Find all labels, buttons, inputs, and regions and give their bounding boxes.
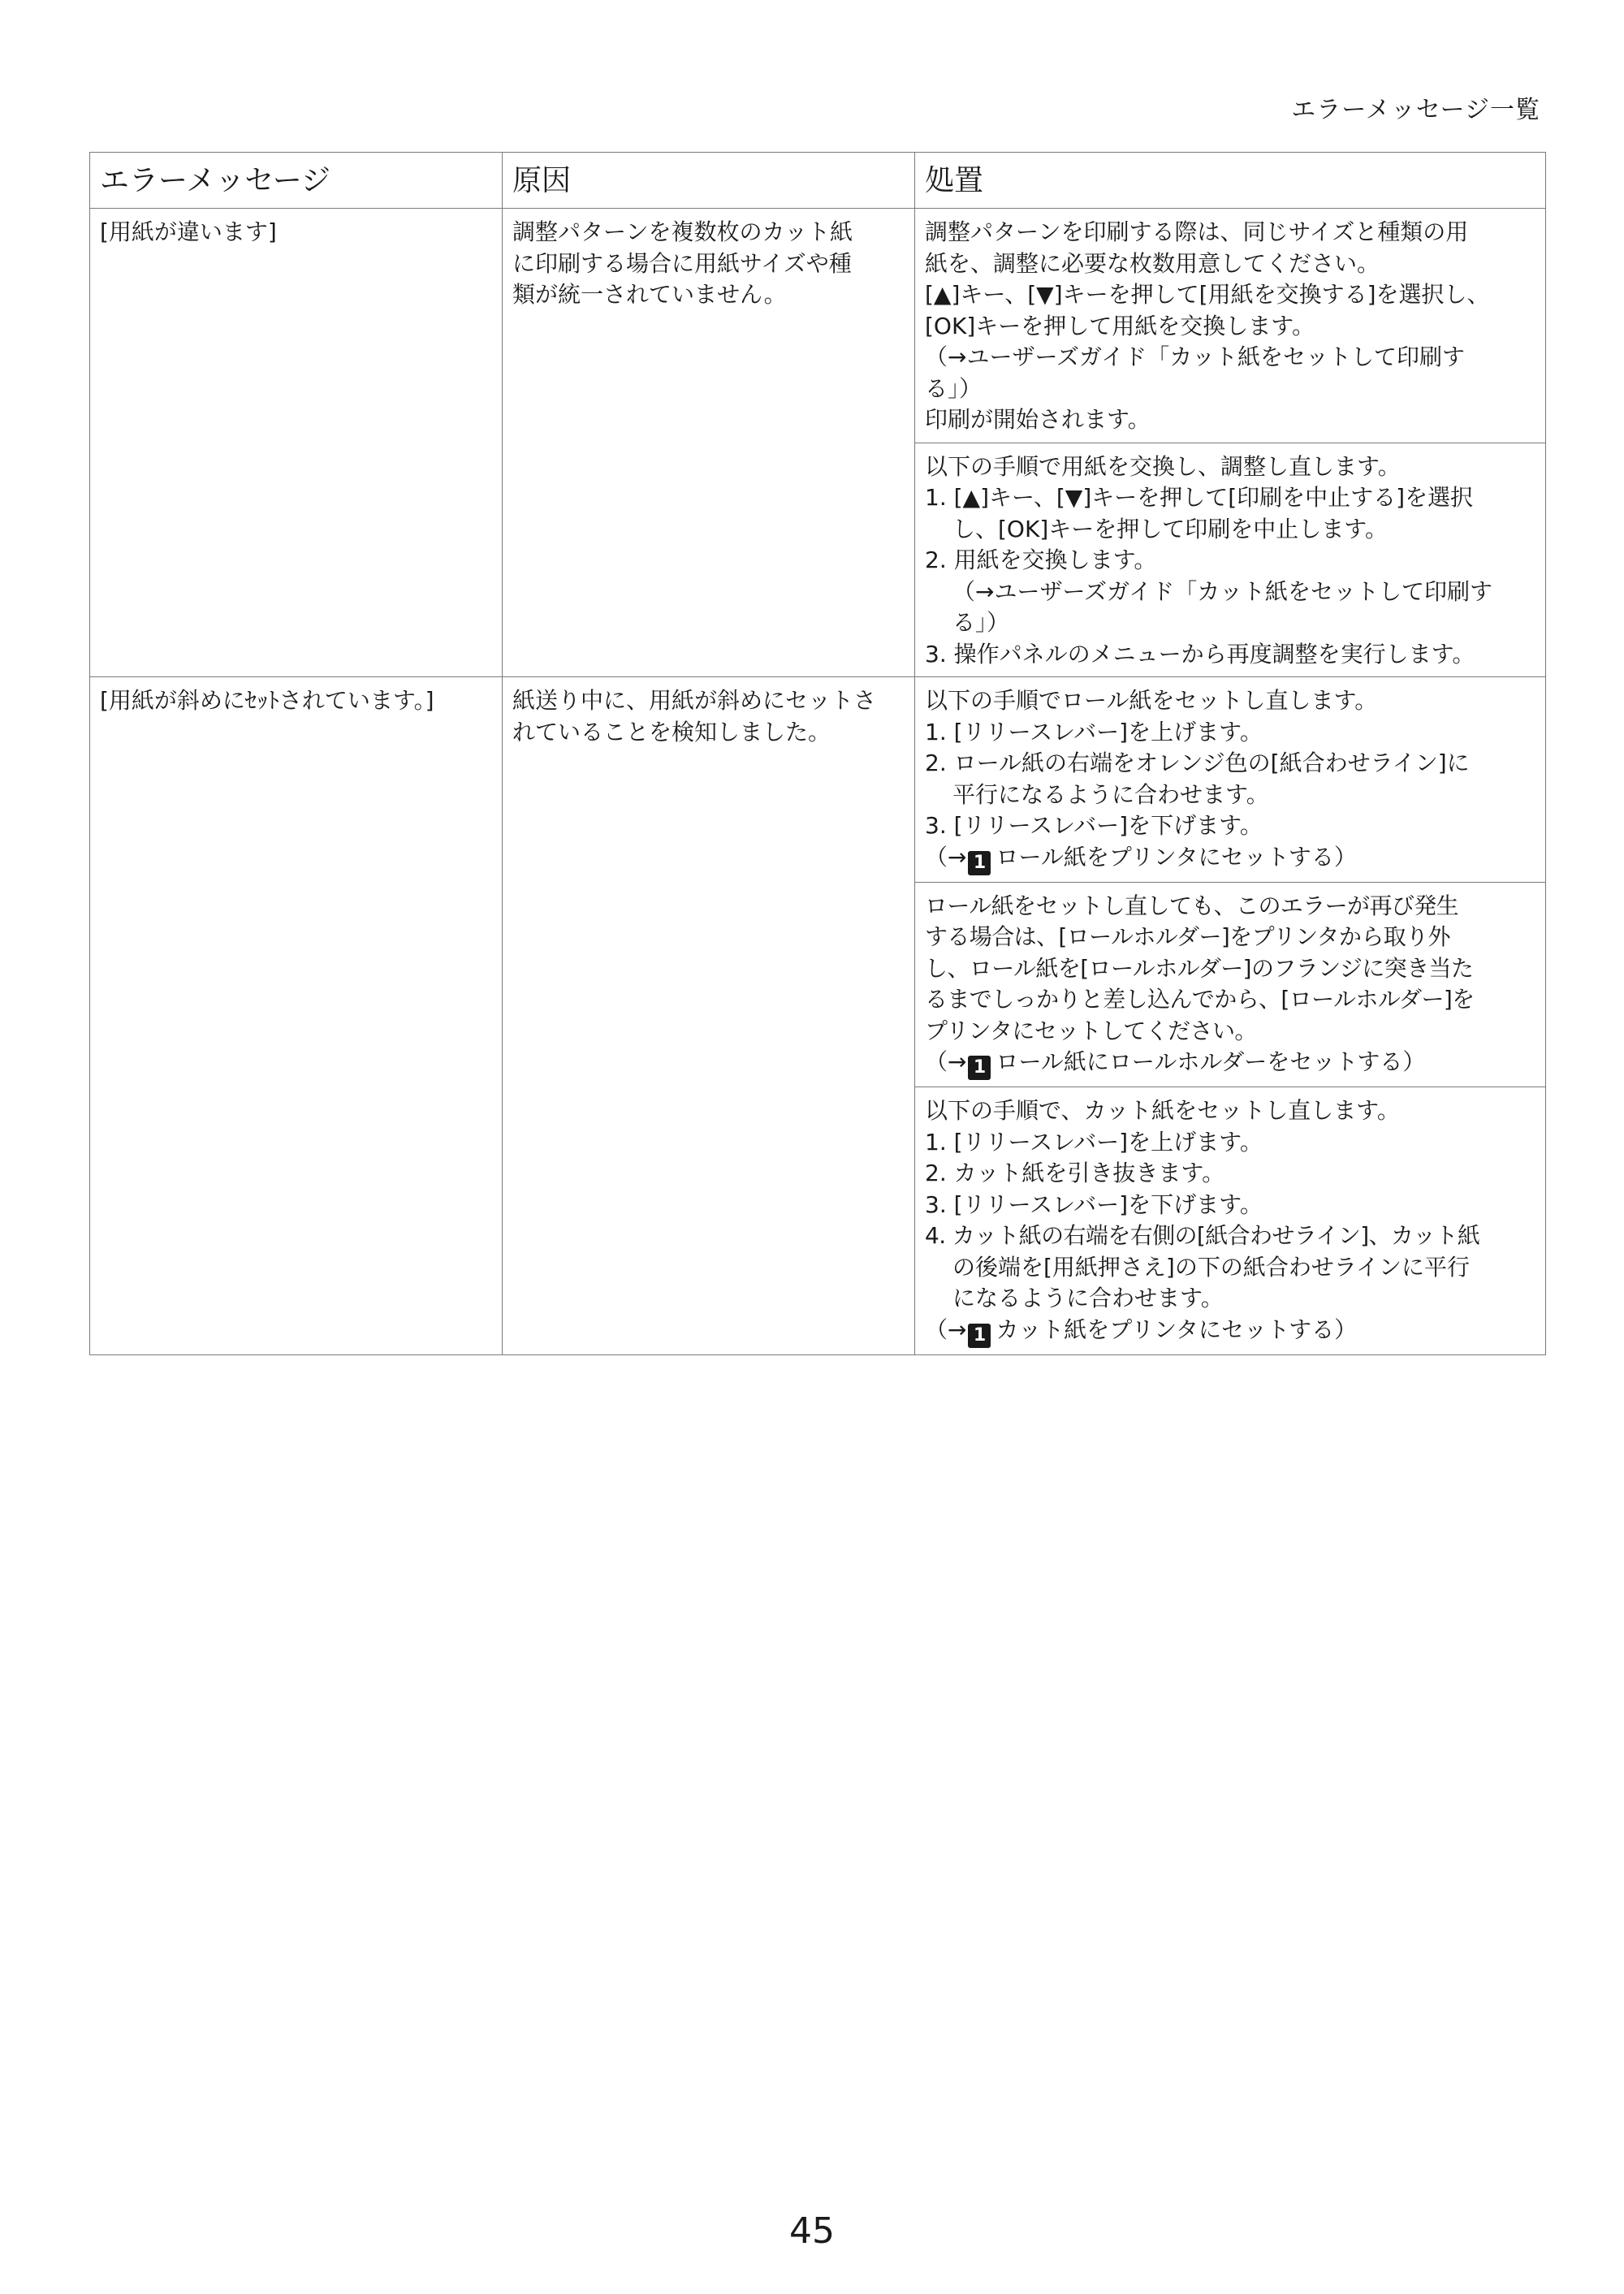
error-message-text: [用紙が斜めにｾｯﾄされています。] — [100, 687, 434, 714]
table-row — [90, 677, 1546, 883]
column-header-action: 処置 — [915, 153, 1546, 209]
action-step: 3. 操作パネルのメニューから再度調整を実行します。 — [925, 640, 1475, 667]
reference-link — [925, 1315, 1535, 1348]
table-row — [90, 209, 1546, 443]
action-line: [OK]キーを押して用紙を交換します。 — [925, 312, 1315, 339]
action-step-continued: し、[OK]キーを押して印刷を中止します。 — [952, 515, 1389, 542]
action-step: 4. カット紙の右端を右側の[紙合わせライン]、カット紙 — [925, 1222, 1480, 1249]
action-cell — [915, 1087, 1546, 1355]
action-step: 1. [▲]キー、[▼]キーを押して[印刷を中止する]を選択 — [925, 484, 1474, 511]
reference-text: ロール紙にロールホルダーをセットする） — [996, 1048, 1426, 1075]
reference-link — [925, 842, 1535, 875]
cause-line: 類が統一されていません。 — [512, 281, 787, 308]
action-line: 調整パターンを印刷する際は、同じサイズと種類の用 — [925, 218, 1469, 245]
cause-cell — [503, 209, 915, 677]
error-message-cell — [90, 209, 503, 677]
cause-cell — [503, 677, 915, 1355]
action-line: る」） — [925, 374, 983, 402]
action-cell — [915, 209, 1546, 443]
action-line: ロール紙をセットし直しても、このエラーが再び発生 — [925, 892, 1459, 919]
action-step: 3. [リリースレバー]を下げます。 — [925, 812, 1263, 839]
action-line: [▲]キー、[▼]キーを押して[用紙を交換する]を選択し、 — [925, 281, 1490, 308]
error-message-table — [89, 152, 1546, 1355]
reference-prefix: （→ — [925, 1315, 967, 1343]
action-line: し、ロール紙を[ロールホルダー]のフランジに突き当た — [925, 954, 1474, 982]
cause-line: 紙送り中に、用紙が斜めにセットさ — [512, 687, 877, 714]
action-intro: 以下の手順で用紙を交換し、調整し直します。 — [925, 452, 1401, 480]
action-step-continued: （→ユーザーズガイド「カット紙をセットして印刷す — [952, 577, 1492, 605]
action-line: るまでしっかりと差し込んでから、[ロールホルダー]を — [925, 986, 1475, 1013]
table-header-row — [90, 153, 1546, 209]
cause-line: に印刷する場合に用紙サイズや種 — [512, 249, 852, 277]
manual-1-badge-icon: 1 — [968, 1056, 991, 1080]
action-step-continued: る」） — [952, 609, 1010, 636]
reference-link — [925, 1047, 1535, 1080]
action-cell — [915, 882, 1546, 1087]
cause-line: れていることを検知しました。 — [512, 718, 831, 745]
error-message-text: [用紙が違います] — [100, 218, 277, 245]
reference-prefix: （→ — [925, 843, 967, 871]
error-message-cell — [90, 677, 503, 1355]
page-number: 45 — [789, 2210, 835, 2252]
column-header-cause: 原因 — [503, 153, 915, 209]
cause-line: 調整パターンを複数枚のカット紙 — [512, 218, 853, 245]
action-step: 1. [リリースレバー]を上げます。 — [925, 718, 1263, 745]
action-step: 3. [リリースレバー]を下げます。 — [925, 1190, 1263, 1218]
manual-1-badge-icon: 1 — [968, 851, 991, 875]
reference-text: カット紙をプリンタにセットする） — [996, 1315, 1358, 1343]
action-cell — [915, 677, 1546, 883]
action-line: 紙を、調整に必要な枚数用意してください。 — [925, 249, 1380, 277]
action-intro: 以下の手順で、カット紙をセットし直します。 — [925, 1097, 1400, 1124]
action-line: する場合は、[ロールホルダー]をプリンタから取り外 — [925, 923, 1450, 950]
action-step: 2. ロール紙の右端をオレンジ色の[紙合わせライン]に — [925, 750, 1470, 776]
action-cell — [915, 443, 1546, 677]
running-header: エラーメッセージ一覧 — [1291, 96, 1540, 124]
action-step: 2. カット紙を引き抜きます。 — [925, 1160, 1225, 1186]
reference-text: ロール紙をプリンタにセットする） — [996, 843, 1357, 871]
reference-prefix: （→ — [925, 1048, 967, 1075]
action-step: 2. 用紙を交換します。 — [925, 546, 1157, 573]
manual-1-badge-icon: 1 — [968, 1324, 991, 1348]
action-line: （→ユーザーズガイド「カット紙をセットして印刷す — [925, 343, 1465, 370]
column-header-message: エラーメッセージ — [90, 153, 503, 209]
action-step-continued: 平行になるように合わせます。 — [952, 780, 1269, 808]
action-step: 1. [リリースレバー]を上げます。 — [925, 1128, 1263, 1156]
action-line: プリンタにセットしてください。 — [925, 1017, 1257, 1044]
action-step-continued: になるように合わせます。 — [952, 1285, 1224, 1311]
action-step-continued: の後端を[用紙押さえ]の下の紙合わせラインに平行 — [952, 1253, 1471, 1281]
action-line: 印刷が開始されます。 — [925, 406, 1151, 433]
action-intro: 以下の手順でロール紙をセットし直します。 — [925, 687, 1378, 714]
